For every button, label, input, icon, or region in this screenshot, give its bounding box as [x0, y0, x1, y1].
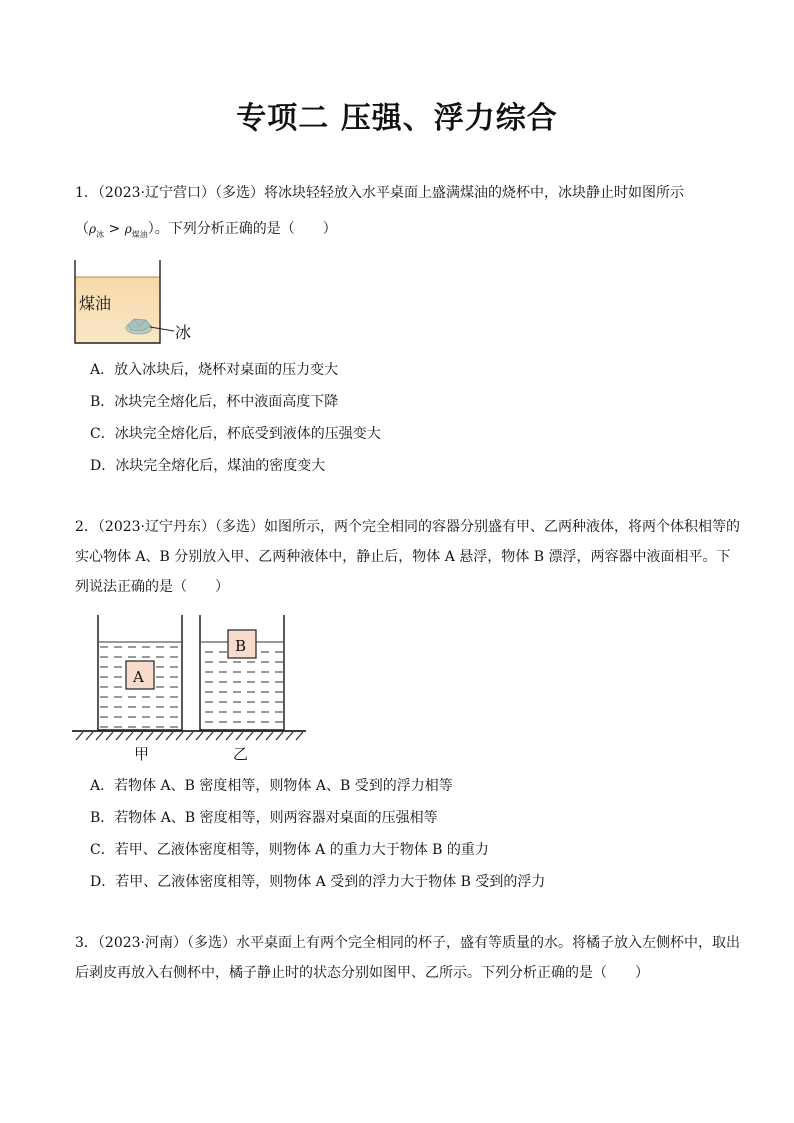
q2-stem-line1: 2．（2023·辽宁丹东）（多选）如图所示，两个完全相同的容器分别盛有甲、乙两种液体，将两个体积相等的 [75, 519, 740, 535]
q2-stem-line3: 列说法正确的是（ ） [75, 579, 229, 595]
q1-option-c[interactable]: C．冰块完全熔化后，杯底受到液体的压强变大 [90, 426, 381, 442]
q3-stem-line1: 3．（2023·河南）（多选）水平桌面上有两个完全相同的杯子，盛有等质量的水。将橘子放入左侧杯中，取出 [75, 935, 740, 951]
q1-stem-rest: ）。下列分析正确的是（ ） [147, 221, 337, 237]
subscript-ice: 冰 [96, 229, 105, 239]
label-block-a: A [133, 668, 144, 686]
q1-paren-open: （ [75, 221, 89, 237]
q3-stem-line2: 后剥皮再放入右侧杯中，橘子静止时的状态分别如图甲、乙所示。下列分析正确的是（ ） [75, 965, 649, 981]
label-ice: 冰 [175, 323, 192, 342]
label-jia: 甲 [134, 745, 150, 763]
q2-figure-containers [70, 612, 310, 742]
q2-option-d[interactable]: D．若甲、乙液体密度相等，则物体 A 受到的浮力大于物体 B 受到的浮力 [90, 874, 546, 890]
q1-stem-line2 [75, 219, 337, 245]
label-kerosene: 煤油 [79, 294, 112, 313]
subscript-oil: 煤油 [131, 229, 148, 239]
q2-option-b[interactable]: B．若物体 A、B 密度相等，则两容器对桌面的压强相等 [90, 810, 438, 826]
q1-stem-line1: 1．（2023·辽宁营口）（多选）将冰块轻轻放入水平桌面上盛满煤油的烧杯中，冰块静止时如图所示 [75, 185, 684, 201]
label-yi: 乙 [233, 745, 249, 763]
q1-option-d[interactable]: D．冰块完全熔化后，煤油的密度变大 [90, 458, 326, 474]
rho-symbol-2: ρ [124, 222, 132, 236]
rho-symbol: ρ [89, 222, 97, 236]
label-block-b: B [235, 637, 247, 655]
greater-than: > [104, 221, 125, 237]
page-title: 专项二 压强、浮力综合 [236, 101, 558, 136]
q2-stem-line2: 实心物体 A、B 分别放入甲、乙两种液体中，静止后，物体 A 悬浮，物体 B 漂浮，两容器中液面相平。下 [75, 549, 731, 565]
q1-option-b[interactable]: B．冰块完全熔化后，杯中液面高度下降 [90, 394, 339, 410]
q2-option-c[interactable]: C．若甲、乙液体密度相等，则物体 A 的重力大于物体 B 的重力 [90, 842, 489, 858]
q2-option-a[interactable]: A．若物体 A、B 密度相等，则物体 A、B 受到的浮力相等 [90, 778, 453, 794]
q1-option-a[interactable]: A．放入冰块后，烧杯对桌面的压力变大 [90, 362, 339, 378]
